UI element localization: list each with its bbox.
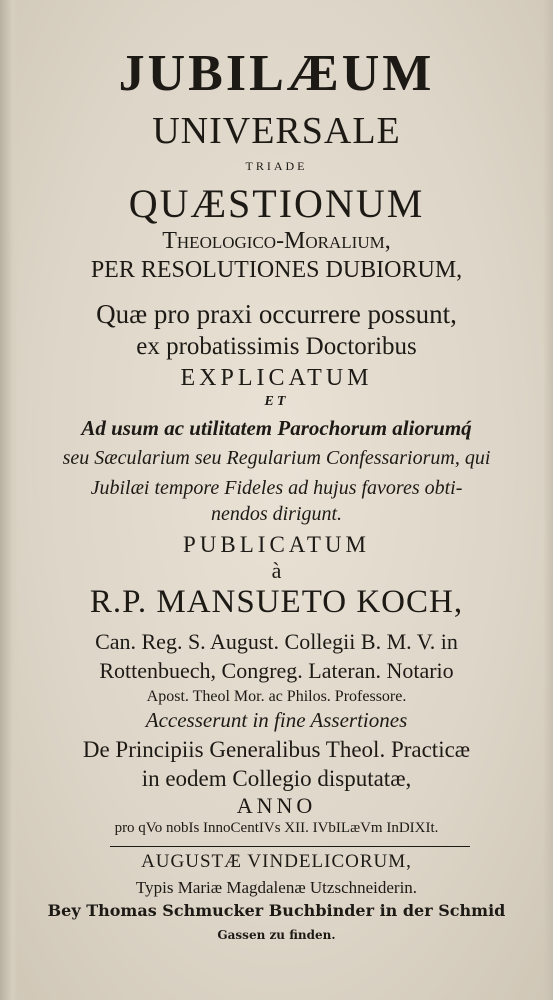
text-nendos-dirigunt: nendos dirigunt.: [210, 503, 343, 525]
text-accesserunt: Accesserunt in fine Assertiones: [145, 708, 408, 732]
divider-rule: [110, 846, 470, 847]
subtitle-theologico-moralium: Theologico-Moralium,: [162, 228, 391, 254]
subtitle-resolutiones: PER RESOLUTIONES DUBIORUM,: [90, 257, 463, 283]
chronogram: pro qVo nobIs InnoCentIVs XII. IVbILæVm InDIXIt.: [114, 820, 439, 836]
imprint-place: AUGUSTÆ VINDELICORUM,: [141, 851, 412, 872]
text-anno: ANNO: [236, 793, 317, 818]
text-publicatum: PUBLICATUM: [183, 532, 370, 557]
imprint-printer: Typis Mariæ Magdalenæ Utzschneiderin.: [135, 878, 418, 897]
text-ad-usum: Ad usum ac utilitatem Parochorum aliorumq́: [81, 416, 472, 440]
text-in-eodem-collegio: in eodem Collegio disputatæ,: [141, 766, 412, 791]
imprint-bookbinder: Bey Thomas Schmucker Buchbinder in der Schmid: [47, 901, 506, 920]
author-name: R.P. MANSUETO KOCH,: [89, 584, 464, 620]
author-affiliation-3: Apost. Theol Mor. ac Philos. Professore.: [146, 688, 407, 705]
text-ex-probatissimis: ex probatissimis Doctoribus: [136, 333, 417, 360]
title-universale: UNIVERSALE: [152, 110, 401, 152]
title-quaestionum: QUÆSTIONUM: [128, 181, 425, 226]
author-affiliation-2: Rottenbuech, Congreg. Lateran. Notario: [99, 658, 454, 683]
author-affiliation-1: Can. Reg. S. August. Collegii B. M. V. in: [95, 629, 458, 654]
text-a: à: [271, 558, 282, 583]
title-jubilaeum: JUBILÆUM: [118, 45, 435, 102]
page-edge-left: [0, 0, 18, 1000]
text-et: ET: [264, 394, 289, 409]
text-explicatum: EXPLICATUM: [180, 365, 373, 391]
text-jubilaei-tempore: Jubilæi tempore Fideles ad hujus favores obti-: [90, 477, 463, 499]
page-edge-right: [543, 0, 553, 1000]
imprint-location: Gassen zu finden.: [217, 928, 336, 942]
title-triade: TRIADE: [245, 159, 308, 173]
text-seu-saecularium: seu Sæcularium seu Regularium Confessariorum, qui: [62, 447, 491, 469]
text-de-principiis: De Principiis Generalibus Theol. Practicæ: [82, 737, 471, 762]
text-quae-pro-praxi: Quæ pro praxi occurrere possunt,: [96, 299, 457, 329]
